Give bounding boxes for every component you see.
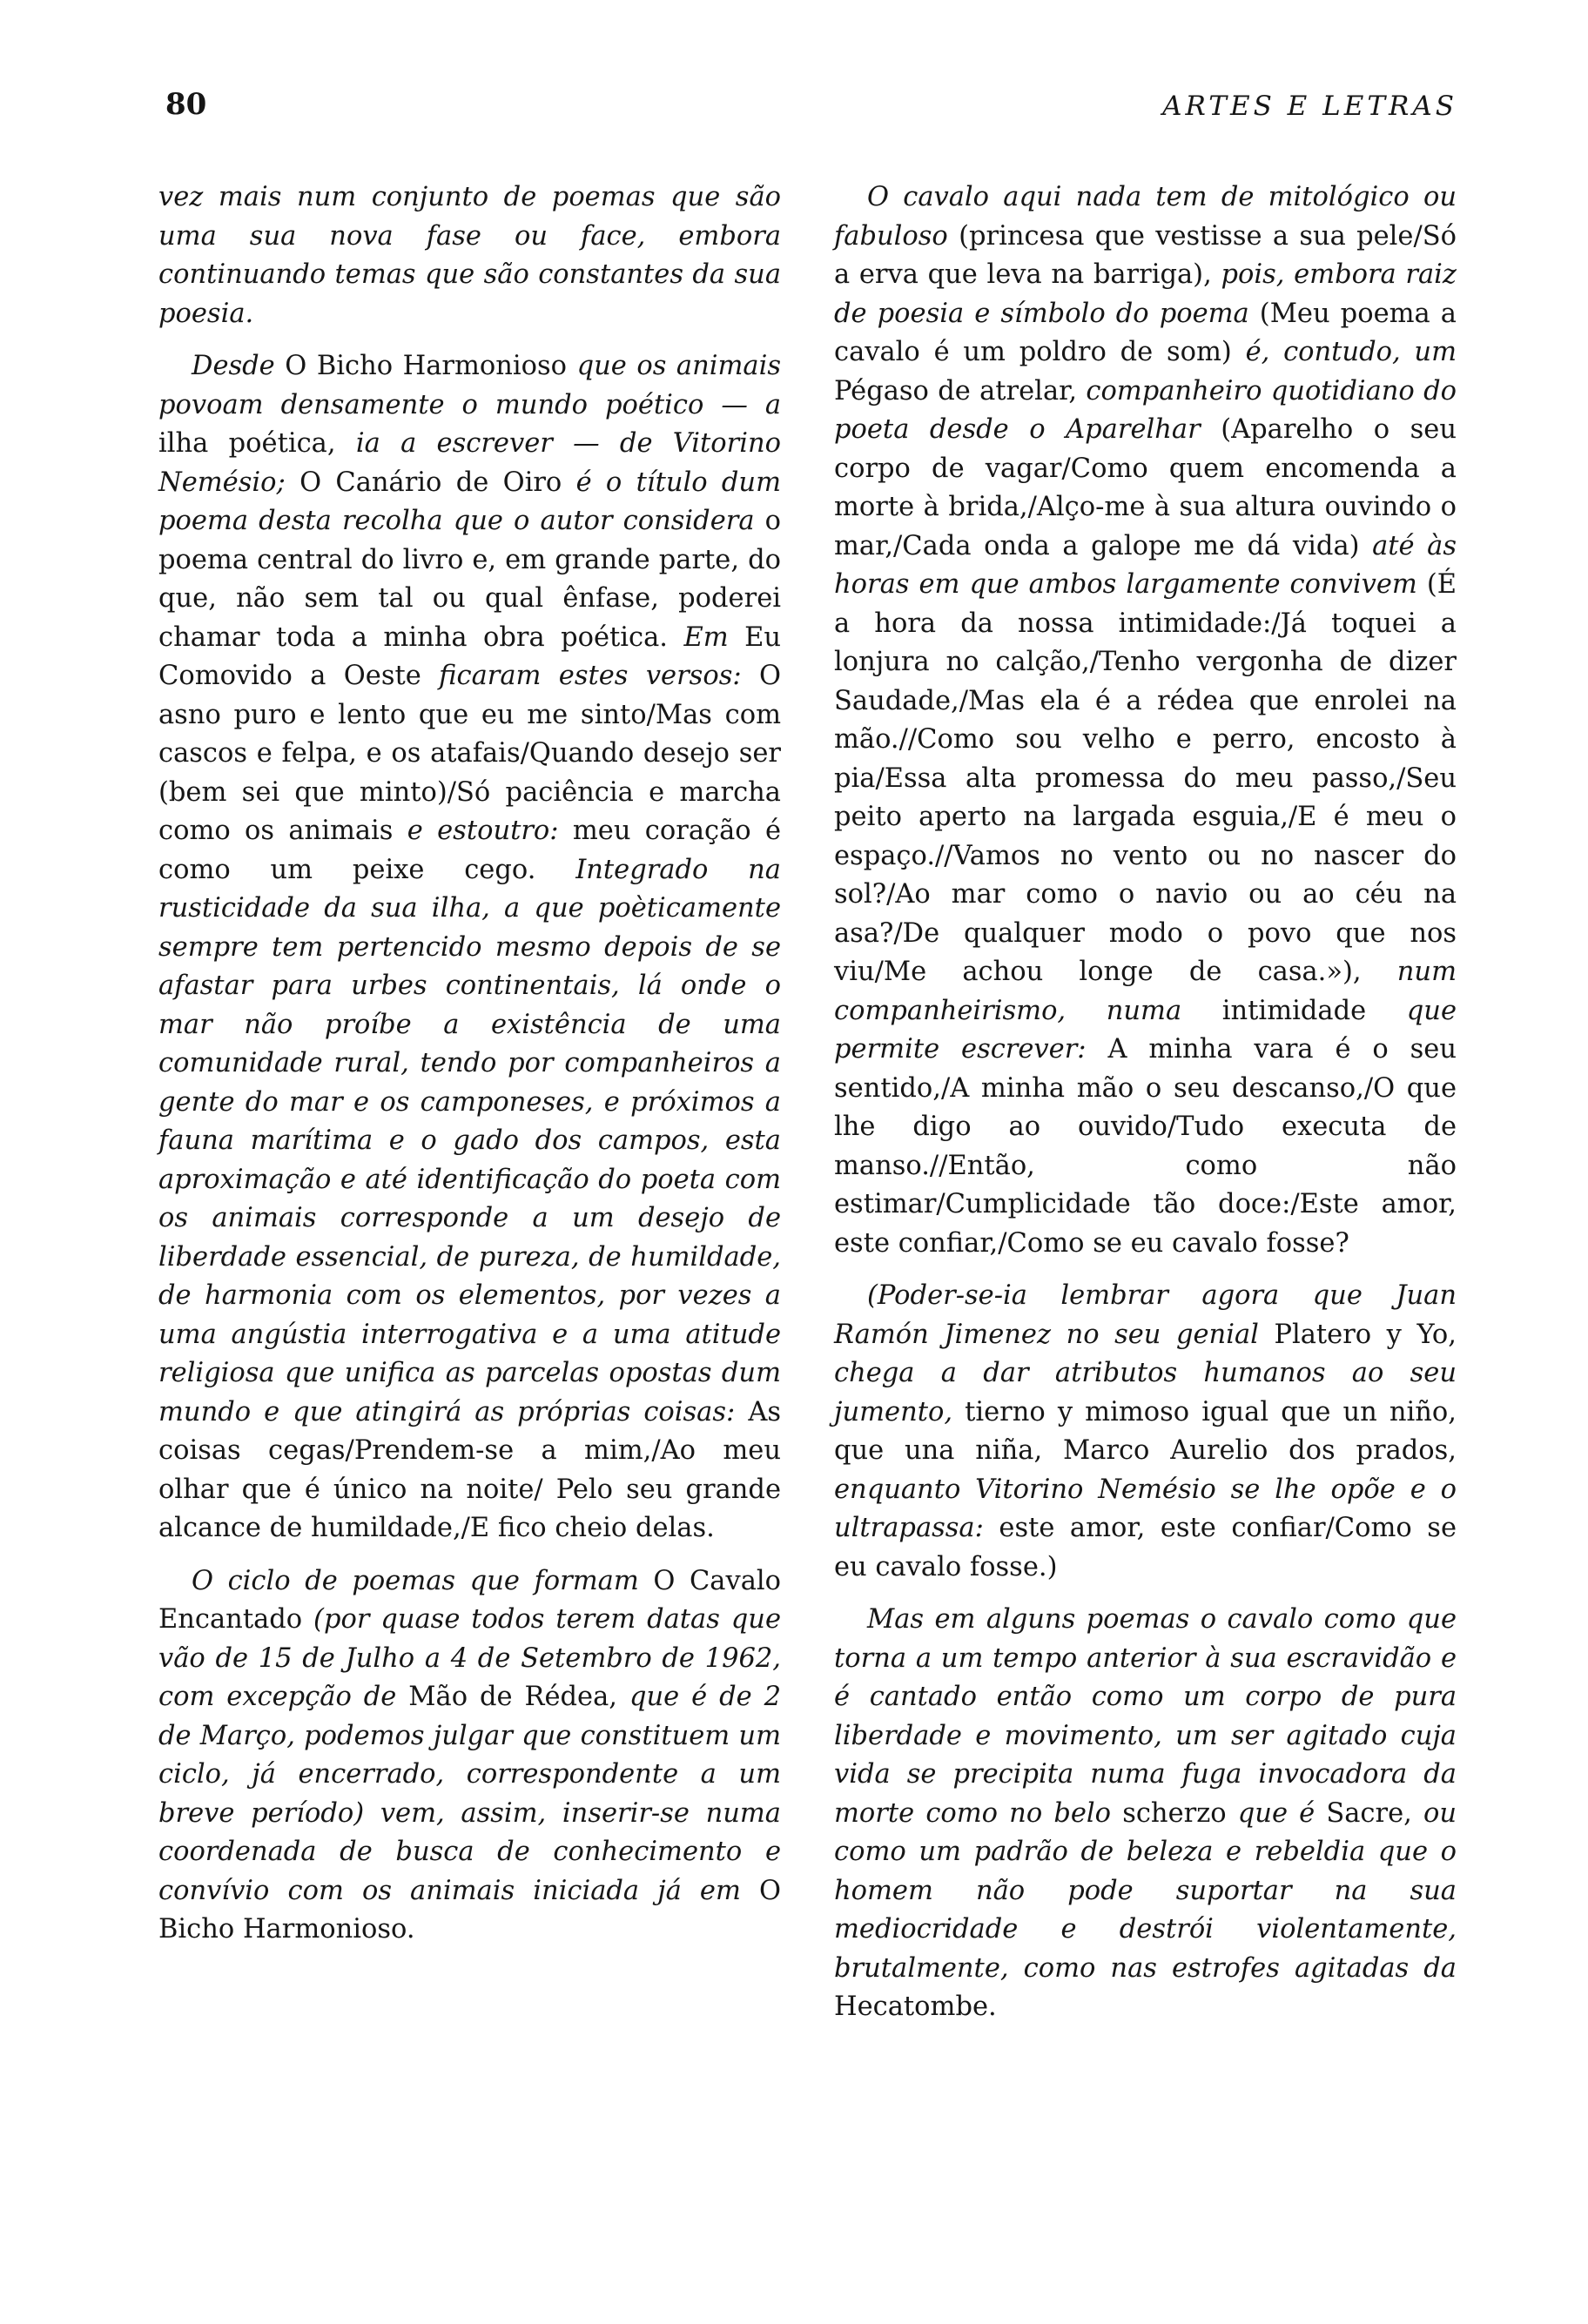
italic-text-span: e estoutro: (407, 816, 573, 846)
italic-text-span: Em (683, 621, 745, 653)
roman-text-span: o poema central do livro e, em grande parte, do que, não sem tal ou qual ênfase, poderei chamar toda a minha obra poética. (158, 506, 781, 653)
roman-text-span: (princesa que vestisse a sua pele/Só a erva que leva na barriga), (834, 220, 1457, 290)
italic-text-span: que permite escrever: (834, 995, 1457, 1065)
italic-text-span: é, contudo, um (1245, 337, 1457, 367)
italic-text-span: num companheirismo, numa (834, 957, 1457, 1026)
roman-text-span: (É a hora da nossa intimidade:/Já toquei a lonjura no calção,/Tenho vergonha de dizer Saudade,/Mas ela é a rédea que enrolei na mão.//Como sou velho e perro, encosto à pia/Essa alta promessa do meu passo,/Seu peito aperto na largada esguia,/E é meu o espaço.//Vamos no vento ou no nascer do sol?/Ao mar como o navio ou ao céu na asa?/De qualquer modo o povo que nos viu/Me achou longe de casa.»), (834, 569, 1457, 987)
roman-text-span: este amor, este confiar/Como se eu cavalo fosse.) (834, 1513, 1457, 1582)
page-number: 80 (165, 87, 207, 122)
left-column (158, 178, 781, 1964)
italic-text-span: companheiro quotidiano do poeta desde o Aparelhar (834, 375, 1457, 445)
roman-text-span: Hecatombe. (834, 1992, 997, 2022)
italic-text-span: enquanto Vitorino Nemésio se lhe opõe e o ultrapassa: (834, 1474, 1457, 1543)
italic-text-span: chega a dar atributos humanos ao seu jumento, (834, 1358, 1457, 1427)
italic-text-span: que os animais povoam densamente o mundo poético — a (158, 351, 781, 420)
italic-text-span: até às horas em que ambos largamente convivem (834, 530, 1457, 600)
roman-text-span: (Aparelho o seu corpo de vagar/Como quem encomenda a morte à brida,/Alço-me à sua altura ouvindo o mar,/Cada onda a galope me dá vida) (834, 414, 1457, 561)
roman-text-span: O Bicho Harmonioso. (158, 1875, 781, 1945)
italic-text-span: (Poder-se-ia lembrar agora que Juan Ramón Jimenez no seu genial (834, 1280, 1457, 1350)
right-column (834, 178, 1457, 2041)
paragraph (834, 178, 1457, 1263)
italic-text-span: Desde (192, 351, 286, 381)
roman-text-span: intimidade (1221, 995, 1407, 1026)
roman-text-span: As coisas cegas/Prendem-se a mim,/Ao meu olhar que é único na noite/ Pelo seu grande alcance de humildade,/E fico cheio delas. (158, 1396, 781, 1543)
running-title: ARTES E LETRAS (1162, 91, 1457, 122)
italic-text-span: ia a escrever — de Vitorino Nemésio; (158, 428, 781, 498)
roman-text-span: meu coração é como um peixe cego. (158, 816, 781, 885)
italic-text-span: O ciclo de poemas que formam (192, 1565, 654, 1596)
paragraph (158, 1562, 781, 1950)
italic-text-span: que é de 2 de Março, podemos julgar que constituem um ciclo, já encerrado, correspondente a um breve período) vem, assim, inserir-se numa coordenada de busca de conhecimento e convívio com os animais iniciada já em (158, 1682, 781, 1906)
roman-text-span: A minha vara é o seu sentido,/A minha mão o seu descanso,/O que lhe digo ao ouvido/Tudo executa de manso.//Então, como não estimar/Cumplicidade tão doce:/Este amor, este confiar,/Como se eu cavalo fosse? (834, 1034, 1457, 1259)
roman-text-span: scherzo (1122, 1797, 1238, 1829)
roman-text-span: O Canário de Oiro (299, 467, 576, 498)
roman-text-span: Platero y Yo, (1274, 1319, 1457, 1350)
roman-text-span: Mão de Rédea, (408, 1682, 629, 1712)
italic-text-span: (por quase todos terem datas que vão de 15 de Julho a 4 de Setembro de 1962, com excepção de (158, 1604, 781, 1712)
paragraph (158, 178, 781, 333)
roman-text-span: Pégaso de atrelar, (834, 375, 1087, 406)
paragraph (834, 1601, 1457, 2027)
italic-text-span: que é (1237, 1797, 1327, 1829)
italic-text-span: é o título dum poema desta recolha que o autor considera (158, 467, 781, 536)
italic-text-span: Integrado na rusticidade da sua ilha, a que poèticamente sempre tem pertencido mesmo depois de se afastar para urbes continentais, lá onde o mar não proíbe a existência de uma comunidade rural, tendo por companheiros a gente do mar e os camponeses, e próximos a fauna marítima e o gado dos campos, esta aproximação e até identificação do poeta com os animais corresponde a um desejo de liberdade essencial, de pureza, de humildade, de harmonia com os elementos, por vezes a uma angústia interrogativa e a uma atitude religiosa que unifica as parcelas opostas dum mundo e que atingirá as próprias coisas: (158, 854, 781, 1427)
roman-text-span: Sacre, (1326, 1797, 1423, 1829)
italic-text-span: pois, embora raiz de poesia e símbolo do poema (834, 259, 1457, 329)
italic-text-span: O cavalo aqui nada tem de mitológico ou fabuloso (834, 182, 1457, 252)
italic-text-span: ou como um padrão de beleza e rebeldia que o homem não pode suportar na sua mediocridade e destrói violentamente, brutalmente, como nas estrofes agitadas da (834, 1797, 1457, 1984)
roman-text-span: Eu Comovido a Oeste (158, 621, 781, 691)
italic-text-span: Mas em alguns poemas o cavalo como que torna a um tempo anterior à sua escravidão e é cantado então como um corpo de pura liberdade e movimento, um ser agitado cuja vida se precipita numa fuga invocadora da morte como no belo (834, 1604, 1457, 1829)
roman-text-span: O Bicho Harmonioso (285, 351, 577, 381)
roman-text-span: tierno y mimoso igual que un niño, que una niña, Marco Aurelio dos prados, (834, 1396, 1457, 1466)
roman-text-span: O asno puro e lento que eu me sinto/Mas com cascos e felpa, e os atafais/Quando desejo ser (bem sei que minto)/Só paciência e marcha como os animais (158, 661, 781, 846)
italic-text-span: vez mais num conjunto de poemas que são uma sua nova fase ou face, embora continuando temas que são constantes da sua poesia. (158, 182, 781, 329)
roman-text-span: O Cavalo Encantado (158, 1565, 781, 1635)
paragraph (834, 1277, 1457, 1587)
roman-text-span: ilha poética, (158, 428, 356, 459)
roman-text-span: (Meu poema a cavalo é um poldro de som) (834, 298, 1457, 367)
paragraph (158, 347, 781, 1548)
italic-text-span: ficaram estes versos: (439, 661, 759, 691)
